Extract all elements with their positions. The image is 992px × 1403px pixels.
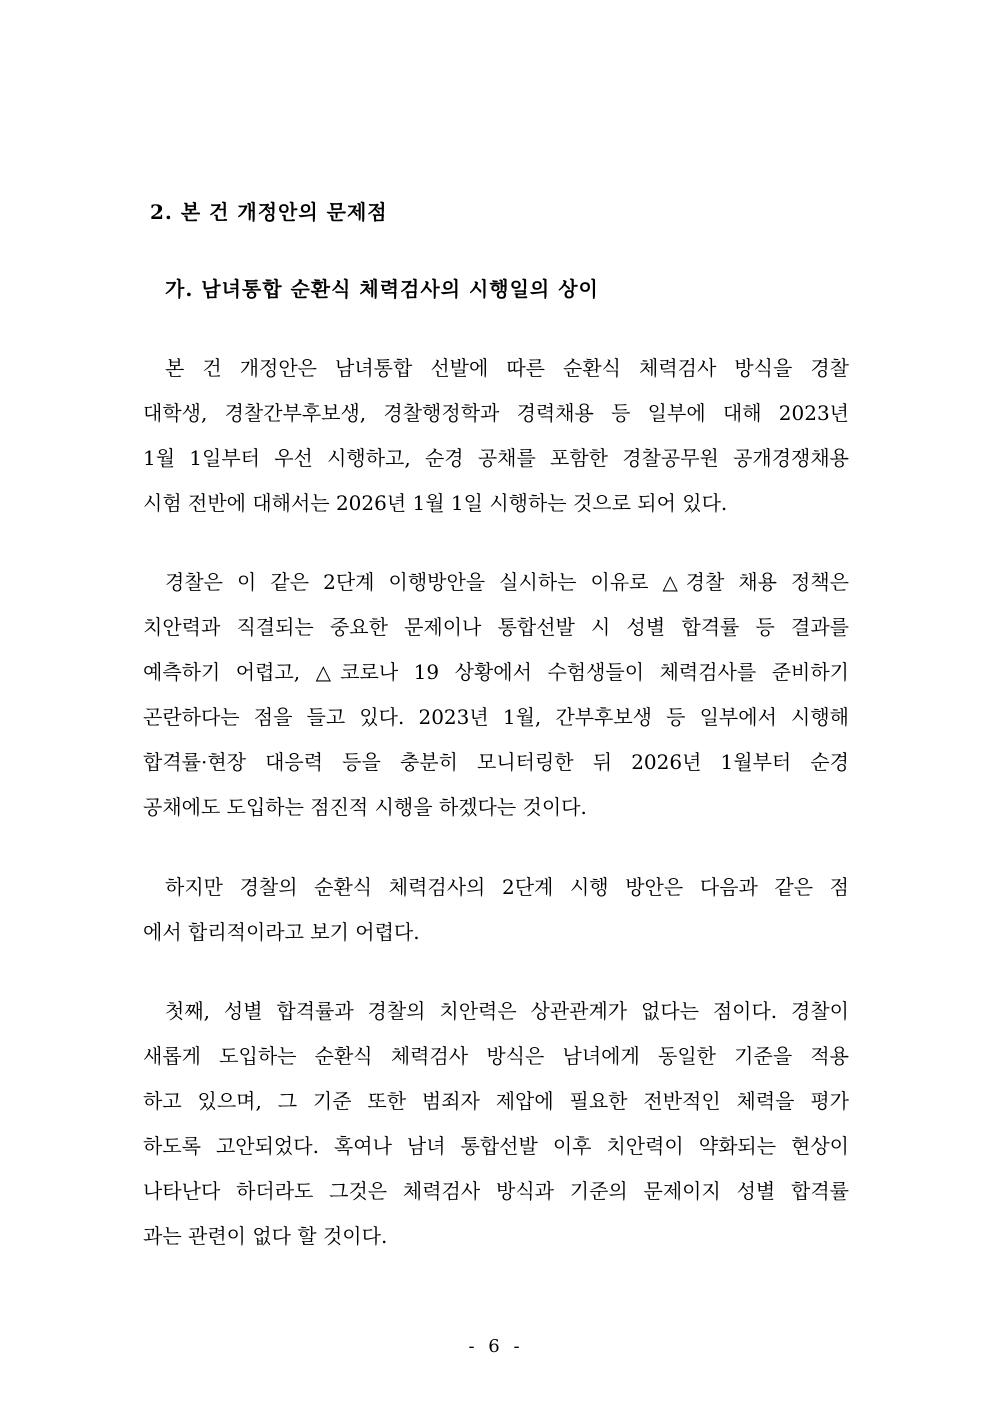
paragraph-2-line: 곤란하다는 점을 들고 있다. 2023년 1월, 간부후보생 등 일부에서 시행해	[143, 705, 849, 729]
paragraph-2-line: 합격률·현장 대응력 등을 충분히 모니터링한 뒤 2026년 1월부터 순경	[143, 750, 849, 774]
paragraph-2-line: 예측하기 어렵고, △코로나 19 상황에서 수험생들이 체력검사를 준비하기	[143, 660, 849, 684]
paragraph-4-line: 하도록 고안되었다. 혹여나 남녀 통합선발 이후 치안력이 약화되는 현상이	[143, 1134, 849, 1158]
paragraph-4-line: 하고 있으며, 그 기준 또한 범죄자 제압에 필요한 전반적인 체력을 평가	[143, 1089, 849, 1113]
paragraph-4-line: 과는 관련이 없다 할 것이다.	[143, 1224, 388, 1248]
paragraph-1-line: 1월 1일부터 우선 시행하고, 순경 공채를 포함한 경찰공무원 공개경쟁채용	[143, 446, 849, 470]
paragraph-3-line: 하지만 경찰의 순환식 체력검사의 2단계 시행 방안은 다음과 같은 점	[165, 875, 849, 899]
paragraph-2-line: 치안력과 직결되는 중요한 문제이나 통합선발 시 성별 합격률 등 결과를	[143, 615, 849, 639]
paragraph-2-line: 경찰은 이 같은 2단계 이행방안을 실시하는 이유로 △경찰 채용 정책은	[165, 570, 849, 594]
section-heading: 2. 본 건 개정안의 문제점	[150, 200, 388, 224]
paragraph-4-line: 나타난다 하더라도 그것은 체력검사 방식과 기준의 문제이지 성별 합격률	[143, 1179, 849, 1203]
paragraph-1-line: 시험 전반에 대해서는 2026년 1월 1일 시행하는 것으로 되어 있다.	[143, 491, 728, 515]
paragraph-4-line: 첫째, 성별 합격률과 경찰의 치안력은 상관관계가 없다는 점이다. 경찰이	[165, 999, 849, 1023]
paragraph-3-line: 에서 합리적이라고 보기 어렵다.	[143, 920, 420, 944]
paragraph-1-line: 대학생, 경찰간부후보생, 경찰행정학과 경력채용 등 일부에 대해 2023년	[143, 401, 849, 425]
subsection-heading: 가. 남녀통합 순환식 체력검사의 시행일의 상이	[165, 277, 599, 301]
paragraph-2-line: 공채에도 도입하는 점진적 시행을 하겠다는 것이다.	[143, 795, 587, 819]
paragraph-4-line: 새롭게 도입하는 순환식 체력검사 방식은 남녀에게 동일한 기준을 적용	[143, 1044, 849, 1068]
page-number: - 6 -	[468, 1336, 524, 1357]
paragraph-1-line: 본 건 개정안은 남녀통합 선발에 따른 순환식 체력검사 방식을 경찰	[165, 356, 849, 380]
